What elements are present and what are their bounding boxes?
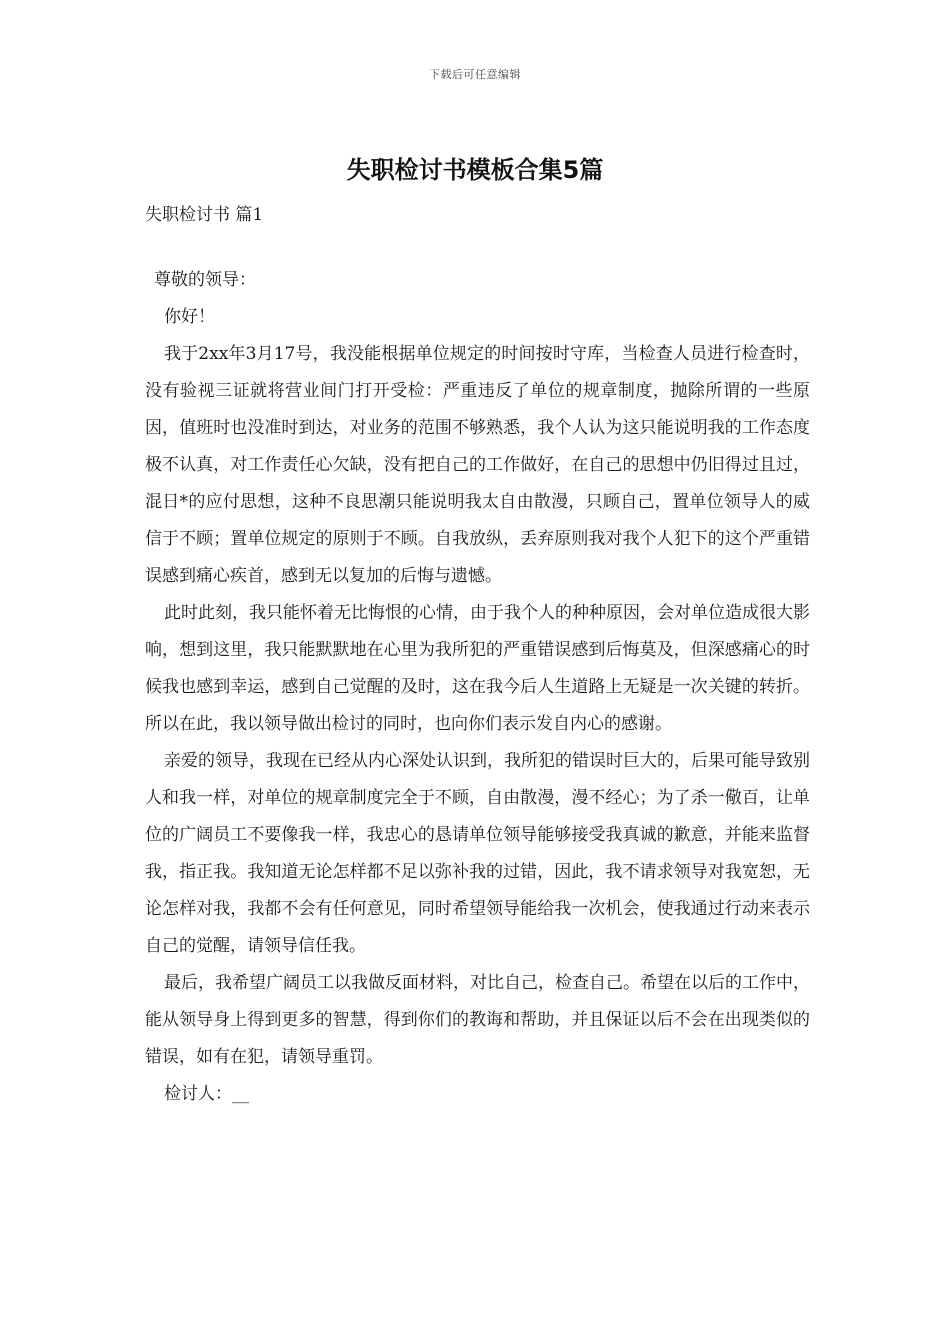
section-title: 失职检讨书 篇1: [145, 205, 264, 225]
paragraph: 我于2xx年3月17号，我没能根据单位规定的时间按时守库，当检查人员进行检查时，没有验视三证就将营业间门打开受检：严重违反了单位的规章制度，抛除所谓的一些原因，值班时也没准时到达，对业务的范围不够熟悉，我个人认为这只能说明我的工作态度极不认真，对工作责任心欠缺，没有把自己的工作做好，在自己的思想中仍旧得过且过，混日*的应付思想，这种不良思潮只能说明我太自由散漫，只顾自己，置单位领导人的威信于不顾；置单位规定的原则于不顾。自我放纵，丢弃原则我对我个人犯下的这个严重错误感到痛心疾首，感到无以复加的后悔与遗憾。: [145, 344, 810, 586]
salutation: 尊敬的领导：: [154, 270, 256, 290]
paragraph: 此时此刻，我只能怀着无比悔恨的心情，由于我个人的种种原因，会对单位造成很大影响，想到这里，我只能默默地在心里为我所犯的严重错误感到后悔莫及，但深感痛心的时候我也感到幸运，感到自己觉醒的及时，这在我今后人生道路上无疑是一次关键的转折。所以在此，我以领导做出检讨的同时，也向你们表示发自内心的感谢。: [145, 603, 810, 734]
letter-body: [145, 262, 810, 1113]
paragraph: 最后，我希望广阔员工以我做反面材料，对比自己，检查自己。希望在以后的工作中，能从领导身上得到更多的智慧，得到你们的教诲和帮助，并且保证以后不会在出现类似的错误，如有在犯，请领导重罚。: [145, 973, 810, 1067]
signature-line: 检讨人：__: [164, 1084, 249, 1104]
paragraph: 亲爱的领导，我现在已经从内心深处认识到，我所犯的错误时巨大的，后果可能导致别人和我一样，对单位的规章制度完全于不顾，自由散漫，漫不经心；为了杀一儆百，让单位的广阔员工不要像我一样，我忠心的恳请单位领导能够接受我真诚的歉意，并能来监督我，指正我。我知道无论怎样都不足以弥补我的过错，因此，我不请求领导对我宽恕，无论怎样对我，我都不会有任何意见，同时希望领导能给我一次机会，使我通过行动来表示自己的觉醒，请领导信任我。: [145, 751, 810, 956]
header-note: 下载后可任意编辑: [429, 68, 521, 81]
document-title: 失职检讨书模板合集5篇: [346, 156, 604, 184]
greeting: 你好！: [164, 307, 215, 327]
